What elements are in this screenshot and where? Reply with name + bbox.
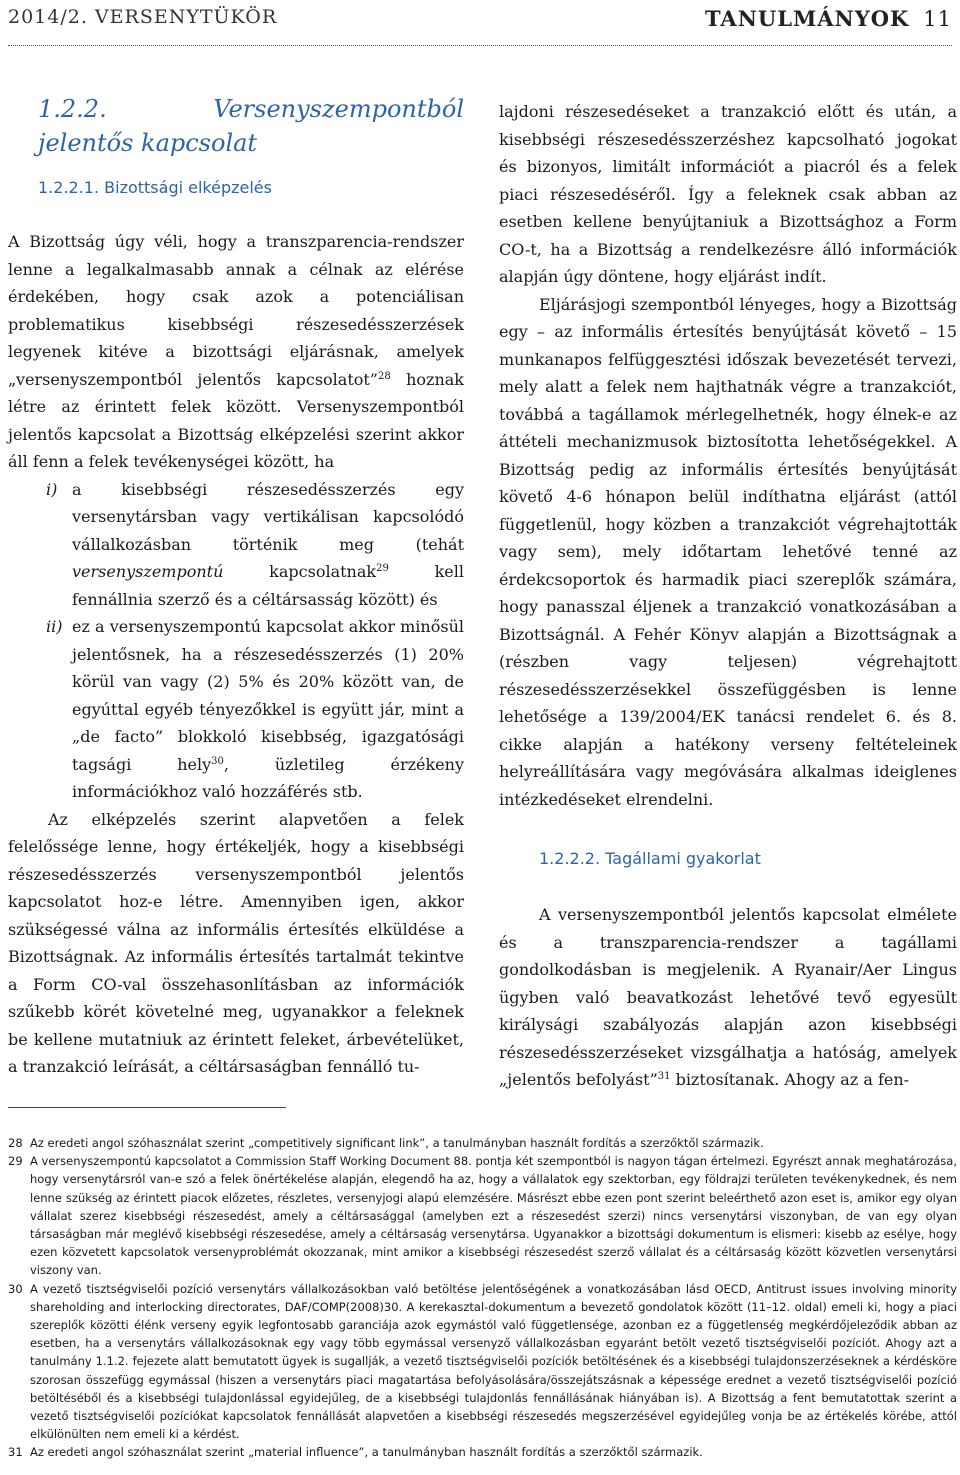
section-name: TANULMÁNYOK: [704, 6, 910, 31]
list-marker: i): [46, 479, 58, 499]
footnote-ref[interactable]: 28: [378, 370, 391, 382]
page-number: 11: [923, 7, 952, 31]
header-rule: [8, 45, 952, 46]
section-title: 1.2.2. Versenyszempontból jelentős kapcsolat: [38, 95, 464, 157]
journal-issue: 2014/2. VERSENYTÜKÖR: [8, 6, 278, 28]
list-item: ii) ez a versenyszempontú kapcsolat akkor minősül jelentősnek, ha a részesedésszerzés (1) 20% körül van vagy (2) 5% és 20% között van, de egyúttal egyéb tényezőkkel is együtt jár, mint a „de facto” blokkoló kisebbség, igazgatósági tagsági hely$^{30}$, üzletileg érzékeny információkhoz való hozzáférés stb.: [8, 613, 464, 806]
footnote-number: 31: [8, 1445, 23, 1460]
right-column: [499, 98, 957, 1094]
footnote: 28 Az eredeti angol szóhasználat szerint „competitively significant link”, a tanulmányban használt fordítás a szerzőktől származik.: [8, 1134, 957, 1152]
footnote-ref[interactable]: 30: [211, 755, 224, 767]
list-marker: ii): [46, 617, 63, 636]
footnote: 30 A vezető tisztségviselői pozíció versenytárs vállalkozásokban való betöltése jelentőségének a vonatkozásában lásd OECD, Antitrust issues involving minority shareholding and interlocking directorates, DAF/COMP(2008)30. A kerekasztal-dokumentum a bevezető gondolatok között (11–12. oldal) emeli ki, hogy a piaci szereplők közötti élénk verseny egyik legfontosabb garanciája azok egymástól való függetlensége, azonban ez a függetlenség megkérdőjeleződik abban az esetben, ha a versenytárs vállalkozásoknak egy vagy több egymással versenyző vállalkozásban egyaránt betölt vezető tisztségviselői pozíciót. Ahogy azt a tanulmány 1.1.2. fejezete alatt bemutatott ügyek is sugallják, a vezető tisztségviselői pozíciók betöltésének és a kisebbségi tulajdonszerzéseknek a kérdésköre szorosan összefügg egymással (hiszen a versenytárs piaci magatartása befolyásolására/összejátszásnak a képessége erednet a vezető tisztségviselői pozíció betöltéséből és a kisebbségi tulajdonlással egyidejűleg, de a kisebbségi tulajdonlás fennállásának hiányában is). A Bizottság a fent bemutatottak szerint a vezető tisztségviselői pozíciókat kapcsolatok fennállását alapvetően a kisebbségi részesedés megszerzésével egyidejűleg vonja be az értékelés körébe, attól elkülönülten nem emeli ki a kérdést.: [8, 1281, 957, 1442]
footnote: 29 A versenyszempontú kapcsolatot a Commission Staff Working Document 88. pontja két szempontból is nagyon tágan értelmezi. Egyrészt annak meghatározása, hogy versenytársról van-e szó a felek önértékelése alapján, elegendő ha az, hogy a vállalatok egy szektorban, egy földrajzi területen tevékenykednek, és nem lenne szükség az érintett piacok előzetes, részletes, versenyjogi alapú elemzésére. Másrészt ebbe ezen pont szerint beleérthető azon eset is, amikor egy olyan vállalat szerez kisebbségi részesedést, amely a céltársasággal (amelyben ezt a részesedést szerzi) nincs versenytársi viszonyban, de van egy olyan társaságban már meglévő kisebbségi részesedése, amely a céltársaság versenytársa. Ugyanakkor a bizottsági dokumentum is elismeri: kisebb az esélye, hogy ezen közvetett kapcsolatok versenyproblémát okozzanak, mint amikor a kisebbségi részesedést szerző vállalat és a céltársaság között közvetlen versenytársi viszony van.: [8, 1154, 957, 1278]
list-item: i) a kisebbségi részesedésszerzés egy versenytársban vagy vertikálisan kapcsolódó vállalkozásban történik meg (tehát versenyszempontú kapcsolatnak$^{29}$ kell fennállnia szerző és a céltársasság között) és: [8, 476, 464, 614]
footnote-rule: [8, 1107, 286, 1108]
paragraph: Az elképzelés szerint alapvetően a felek felelőssége lenne, hogy értékeljék, hogy a kisebbségi részesedésszerzés versenyszempontból jelentős kapcsolatot hoz-e létre. Amennyiben igen, akkor szükségessé válna az informális értesítés elküldése a Bizottságnak. Az informális értesítés tartalmát tekintve a Form CO-val összehasonlításban az információk szűkebb körét követelné meg, ugyanakkor a feleknek be kellene mutatniuk az érintett feleket, árbevételüket, a tranzakció leírását, a céltársaságban fennálló tu-: [8, 809, 464, 1076]
left-column: [8, 92, 464, 1081]
footnote-ref[interactable]: 31: [657, 1071, 671, 1082]
paragraph: lajdoni részesedéseket a tranzakció előtt és után, a kisebbségi részesedésszerzéshez kapcsolható jogokat és bizonyos, limitált információt a piacról és a felek piaci részesedéséről. Így a feleknek csak abban az esetben kellene benyújtaniuk a Bizottsághoz a Form CO-t, ha a Bizottság a rendelkezésre álló információk alapján úgy döntene, hogy eljárást indít.: [499, 102, 957, 286]
paragraph: Eljárásjogi szempontból lényeges, hogy a Bizottság egy – az informális értesítés benyújtását követő – 15 munkanapos felfüggesztési időszak bevezetését tervezi, mely alatt a felek nem hajthatnák végre a tranzakciót, továbbá a tagállamok mérlegelhetnék, hogy élnek-e az áttételi mechanizmusok biztosította lehetőségekkel. A Bizottság pedig az informális értesítés benyújtását követő 4-6 hónapon belül indíthatna eljárást (attól függetlenül, hogy közben a tranzakciót végrehajtották vagy sem), mely időtartam lehetővé tenné az érdekcsoportok és harmadik piaci szereplők számára, hogy panasszal éljenek a tranzakció vonatkozásában a Bizottságnál. A Fehér Könyv alapján a Bizottságnak a (részben vagy teljesen) végrehajtott részesedésszerzésekkel összefüggésben is lenne lehetősége a 139/2004/EK tanácsi rendelet 6. és 8. cikke alapján a hatékony verseny feltételeinek helyreállítására vagy megóvására alkalmas ideiglenes intézkedéseket elrendelni.: [499, 294, 957, 809]
paragraph: A Bizottság úgy véli, hogy a transzparencia-rendszer lenne a legalkalmasabb annak a célnak az elérése érdekében, hogy csak azok a potenciálisan problematikus kisebbségi részesedésszerzések legyenek kitéve a bizottsági eljárásnak, amelyek „versenyszempontból jelentős kapcsolatot”$^{28}$ hoznak létre az érintett felek között. Versenyszempontból jelentős kapcsolat a Bizottság elképzelési szerint akkor áll fenn a felek tevékenységei között, ha: [8, 232, 464, 471]
footnote-ref[interactable]: 29: [376, 563, 389, 574]
footnote-number: 30: [8, 1281, 23, 1296]
paragraph: A versenyszempontból jelentős kapcsolat elmélete és a transzparencia-rendszer a tagállami gondolkodásban is megjelenik. A Ryanair/Aer Lingus ügyben való beavatkozást lehetővé tevő egyesült királysági szabályozás alapján azon kisebbségi részesedésszerzéseket vizsgálhatja a hatóság, amelyek „jelentős befolyást”$^{31}$ biztosítanak. Ahogy az a fen-: [499, 905, 957, 1089]
page-header: [8, 6, 952, 38]
subsection-title: 1.2.2.1. Bizottsági elképzelés: [38, 178, 272, 197]
footnote-number: 28: [8, 1136, 23, 1150]
subsection-title: 1.2.2.2. Tagállami gyakorlat: [539, 849, 761, 868]
footnote-number: 29: [8, 1154, 23, 1169]
journal-section: [705, 6, 952, 31]
footnote: 31 Az eredeti angol szóhasználat szerint „material influence”, a tanulmányban használt fordítás a szerzőktől származik.: [8, 1443, 957, 1461]
footnotes: [8, 1134, 957, 1462]
